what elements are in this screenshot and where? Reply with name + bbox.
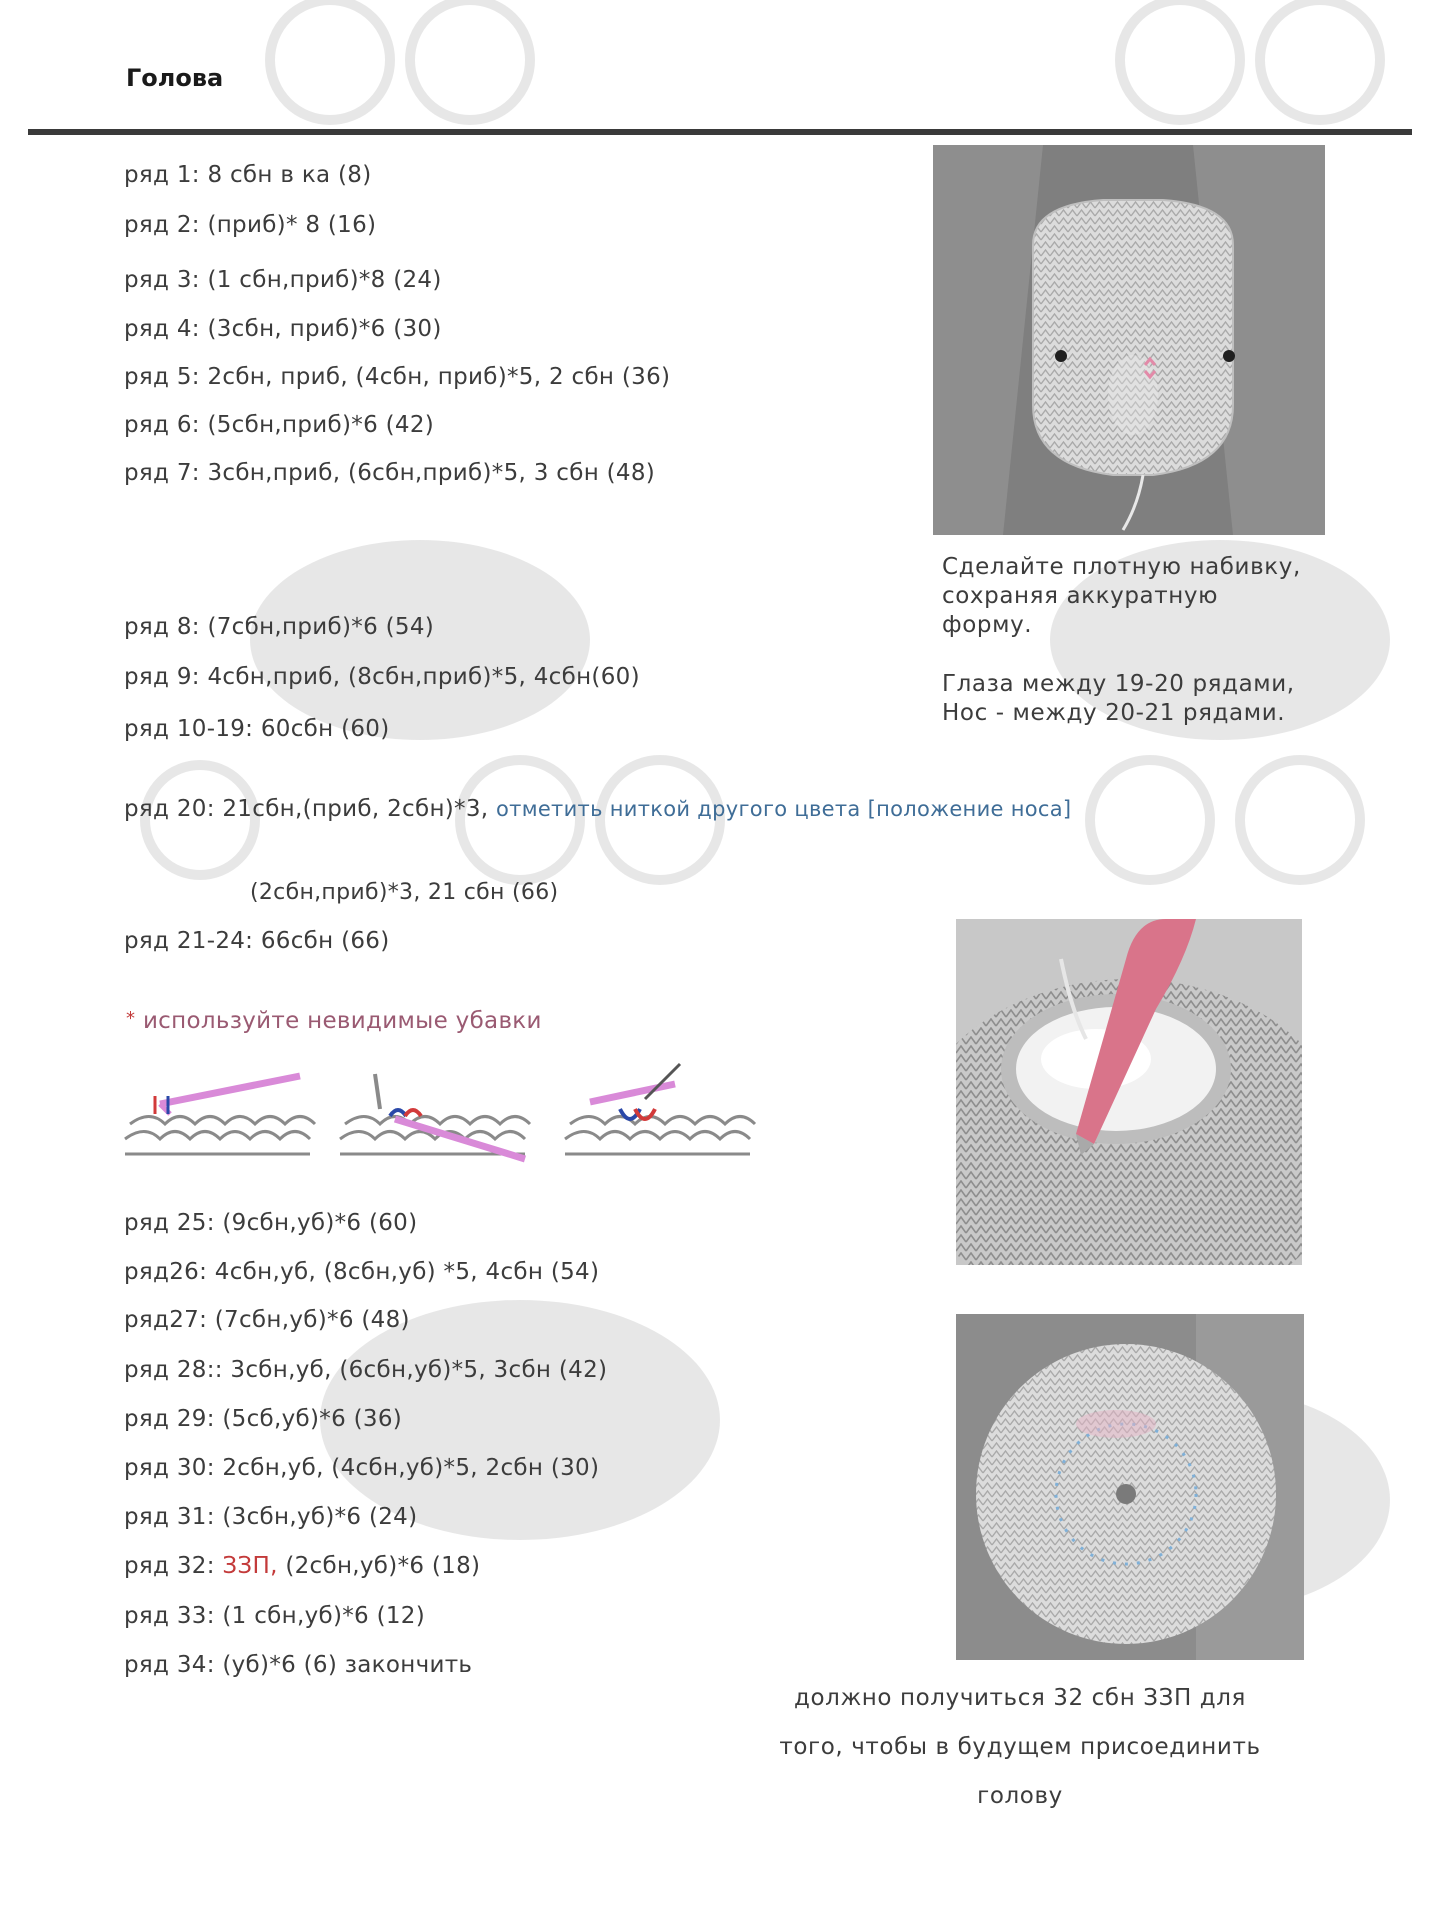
eyes-nose-note-line: Глаза между 19-20 рядами, (942, 671, 1295, 697)
pattern-row: ряд 4: (3сбн, приб)*6 (30) (124, 316, 442, 342)
pattern-row: ряд 30: 2сбн,уб, (4сбн,уб)*5, 2сбн (30) (124, 1455, 600, 1481)
pattern-row: ряд 21-24: 66сбн (66) (124, 928, 390, 954)
head-bottom-photo (956, 1314, 1304, 1660)
pattern-row: ряд 1: 8 сбн в ка (8) (124, 162, 372, 188)
pattern-row: ряд 2: (приб)* 8 (16) (124, 212, 377, 238)
pattern-row: ряд 8: (7сбн,приб)*6 (54) (124, 614, 435, 640)
note-star: * (126, 1008, 136, 1029)
pattern-row: ряд 31: (3сбн,уб)*6 (24) (124, 1504, 418, 1530)
pattern-row-20 (124, 796, 1071, 822)
pattern-row: ряд 5: 2сбн, приб, (4сбн, приб)*5, 2 сбн (36) (124, 364, 671, 390)
row32-highlight: ЗЗП, (222, 1553, 278, 1579)
header-rule (28, 129, 1412, 135)
join-note-line: должно получиться 32 сбн ЗЗП для (793, 1685, 1246, 1711)
row32-rest: (2сбн,уб)*6 (18) (277, 1553, 481, 1579)
stuffing-photo (956, 919, 1302, 1265)
stuffing-note (942, 553, 1301, 640)
page-title: Голова (126, 64, 224, 92)
diagram-step-1 (125, 1076, 315, 1154)
pattern-row: ряд 34: (уб)*6 (6) закончить (124, 1652, 473, 1678)
pattern-row: ряд 25: (9сбн,уб)*6 (60) (124, 1210, 418, 1236)
pattern-row: ряд 3: (1 сбн,приб)*8 (24) (124, 267, 442, 293)
invisible-decrease-diagram (120, 1054, 760, 1164)
pattern-row: ряд 33: (1 сбн,уб)*6 (12) (124, 1603, 425, 1629)
note-text: используйте невидимые убавки (142, 1008, 542, 1034)
head-front-photo (933, 145, 1325, 535)
join-note-line: голову (977, 1783, 1063, 1809)
pattern-row: ряд26: 4сбн,уб, (8сбн,уб) *5, 4сбн (54) (124, 1259, 600, 1285)
row20-main: ряд 20: 21сбн,(приб, 2сбн)*3, (124, 796, 497, 822)
nose-marker-instruction: отметить ниткой другого цвета [положение носа] (496, 797, 1072, 821)
pattern-row: ряд 7: 3сбн,приб, (6сбн,приб)*5, 3 сбн (48) (124, 460, 656, 486)
pattern-row-20-continuation: (2сбн,приб)*3, 21 сбн (66) (250, 880, 559, 905)
invisible-decrease-note (126, 1008, 542, 1034)
stuffing-note-line: Сделайте плотную набивку, (942, 554, 1301, 580)
pattern-row-32 (124, 1553, 480, 1579)
pattern-row: ряд 28:: 3сбн,уб, (6сбн,уб)*5, 3сбн (42) (124, 1357, 608, 1383)
stuffing-note-line: сохраняя аккуратную (942, 583, 1219, 609)
eyes-nose-note-line: Нос - между 20-21 рядами. (942, 700, 1286, 726)
eyes-nose-note (942, 670, 1295, 728)
diagram-step-2 (340, 1074, 530, 1159)
stuffing-note-line: форму. (942, 612, 1033, 638)
row32-prefix: ряд 32: (124, 1553, 223, 1579)
pattern-row: ряд 10-19: 60сбн (60) (124, 716, 390, 742)
join-note (760, 1674, 1280, 1821)
pattern-row: ряд27: (7сбн,уб)*6 (48) (124, 1307, 410, 1333)
pattern-row: ряд 29: (5сб,уб)*6 (36) (124, 1406, 403, 1432)
diagram-step-3 (565, 1064, 755, 1154)
pattern-row: ряд 6: (5сбн,приб)*6 (42) (124, 412, 435, 438)
join-note-line: того, чтобы в будущем присоединить (779, 1734, 1261, 1760)
pattern-row: ряд 9: 4сбн,приб, (8сбн,приб)*5, 4сбн(60) (124, 664, 640, 690)
